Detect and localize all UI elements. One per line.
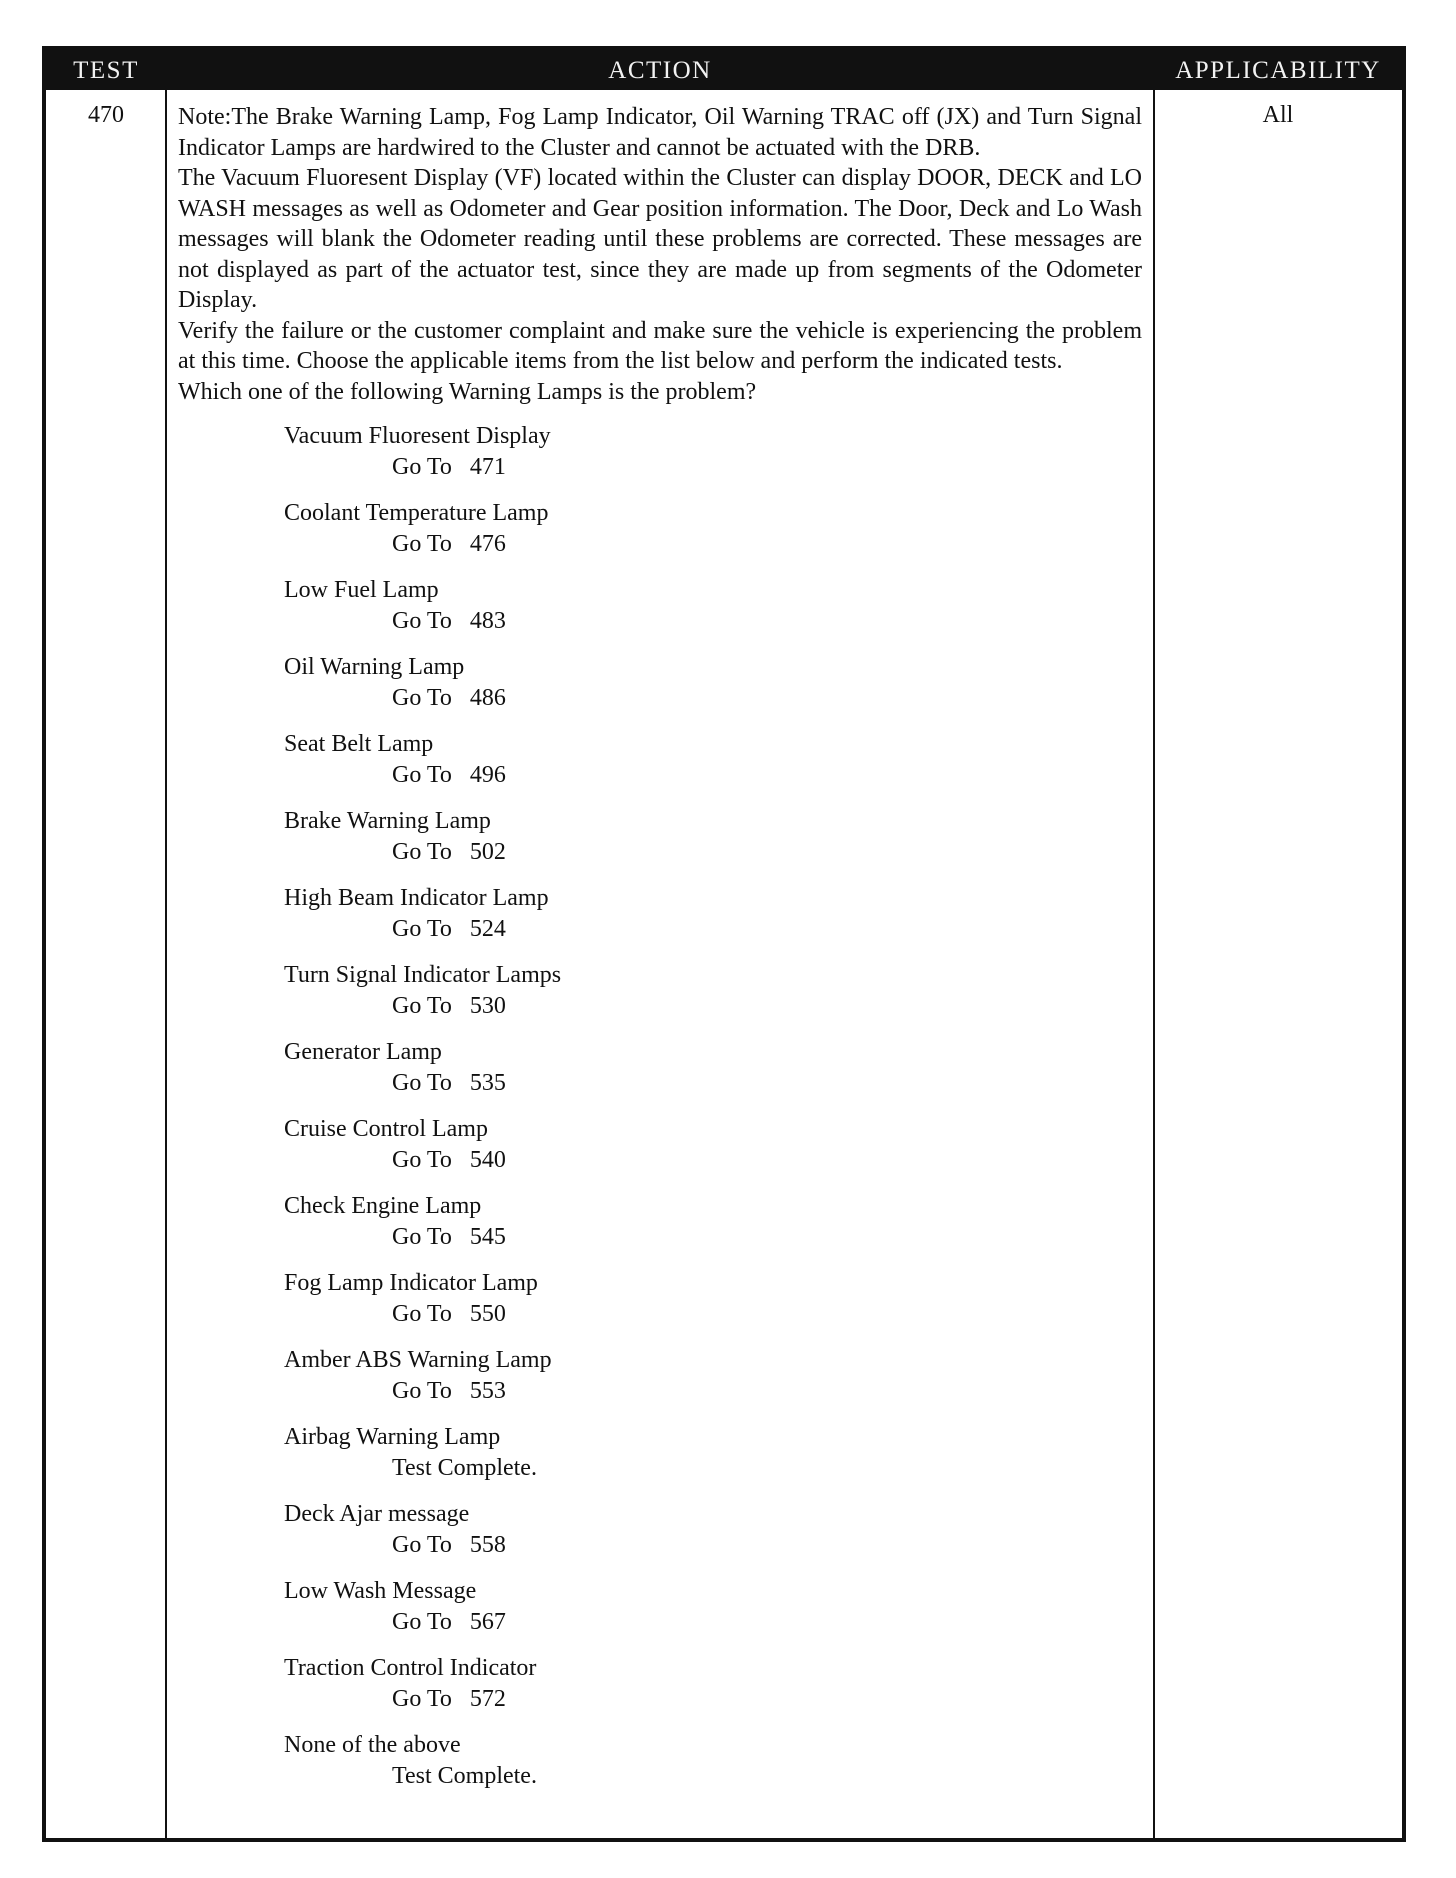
list-item <box>284 1576 1142 1637</box>
option-result: Go To 483 <box>392 607 506 634</box>
list-item <box>284 1191 1142 1252</box>
option-result: Go To 567 <box>392 1608 506 1635</box>
note-paragraph: The Vacuum Fluoresent Display (VF) located within the Cluster can display DOOR, DECK and LO WASH messages as well as Odometer and Gear position information. The Door, Deck and Lo Wash messages will blank the Odometer reading until these problems are corrected. These messages are not displayed as part of the actuator test, since they are made up from segments of the Odometer Display. <box>178 165 1142 313</box>
option-label: Low Fuel Lamp <box>284 577 439 603</box>
list-item <box>284 960 1142 1021</box>
list-item <box>284 1037 1142 1098</box>
option-label: Generator Lamp <box>284 1039 442 1065</box>
option-result: Go To 558 <box>392 1531 506 1558</box>
option-result: Go To 486 <box>392 684 506 711</box>
option-result: Go To 524 <box>392 915 506 942</box>
option-label: Amber ABS Warning Lamp <box>284 1347 552 1373</box>
action-cell <box>178 102 1142 1807</box>
option-result: Go To 540 <box>392 1146 506 1173</box>
list-item <box>284 883 1142 944</box>
table-header <box>46 50 1402 90</box>
question-text: Which one of the following Warning Lamps is the problem? <box>178 378 757 405</box>
option-label: Deck Ajar message <box>284 1501 470 1527</box>
test-number: 470 <box>88 102 124 128</box>
option-label: Vacuum Fluoresent Display <box>284 423 551 449</box>
action-note <box>178 102 1142 407</box>
note-paragraph: Note:The Brake Warning Lamp, Fog Lamp Indicator, Oil Warning TRAC off (JX) and Turn Signal Indicator Lamps are hardwired to the Cluster and cannot be actuated with the DRB. <box>178 104 1142 161</box>
option-label: Airbag Warning Lamp <box>284 1424 501 1450</box>
list-item <box>284 1653 1142 1714</box>
option-label: Coolant Temperature Lamp <box>284 500 549 526</box>
option-label: High Beam Indicator Lamp <box>284 885 549 911</box>
option-label: Brake Warning Lamp <box>284 808 491 834</box>
option-result: Go To 476 <box>392 530 506 557</box>
option-label: None of the above <box>284 1732 461 1758</box>
option-label: Fog Lamp Indicator Lamp <box>284 1270 538 1296</box>
column-divider <box>1153 90 1155 1838</box>
list-item <box>284 1345 1142 1406</box>
option-label: Check Engine Lamp <box>284 1193 482 1219</box>
header-test: TEST <box>73 57 139 84</box>
header-action: ACTION <box>608 57 712 84</box>
option-result: Go To 502 <box>392 838 506 865</box>
list-item <box>284 421 1142 482</box>
option-result: Go To 545 <box>392 1223 506 1250</box>
diagnostic-table <box>42 46 1406 1842</box>
list-item <box>284 575 1142 636</box>
note-paragraph: Verify the failure or the customer complaint and make sure the vehicle is experiencing the problem at this time. Choose the applicable items from the list below and perform the indicated tests. <box>178 317 1142 374</box>
option-label: Seat Belt Lamp <box>284 731 434 757</box>
list-item <box>284 498 1142 559</box>
option-label: Oil Warning Lamp <box>284 654 465 680</box>
header-applicability: APPLICABILITY <box>1175 57 1381 84</box>
option-result: Go To 550 <box>392 1300 506 1327</box>
option-label: Low Wash Message <box>284 1578 477 1604</box>
option-label: Traction Control Indicator <box>284 1655 537 1681</box>
option-result: Test Complete. <box>392 1454 537 1481</box>
column-divider <box>165 90 167 1838</box>
list-item <box>284 1268 1142 1329</box>
list-item <box>284 1499 1142 1560</box>
list-item <box>284 1114 1142 1175</box>
list-item <box>284 729 1142 790</box>
option-result: Go To 535 <box>392 1069 506 1096</box>
option-result: Test Complete. <box>392 1762 537 1789</box>
option-result: Go To 553 <box>392 1377 506 1404</box>
option-label: Turn Signal Indicator Lamps <box>284 962 562 988</box>
option-label: Cruise Control Lamp <box>284 1116 488 1142</box>
applicability-value: All <box>1262 102 1294 128</box>
list-item <box>284 652 1142 713</box>
option-result: Go To 530 <box>392 992 506 1019</box>
option-result: Go To 471 <box>392 453 506 480</box>
list-item <box>284 1730 1142 1791</box>
option-result: Go To 496 <box>392 761 506 788</box>
list-item <box>284 1422 1142 1483</box>
option-list <box>178 421 1142 1791</box>
list-item <box>284 806 1142 867</box>
option-result: Go To 572 <box>392 1685 506 1712</box>
